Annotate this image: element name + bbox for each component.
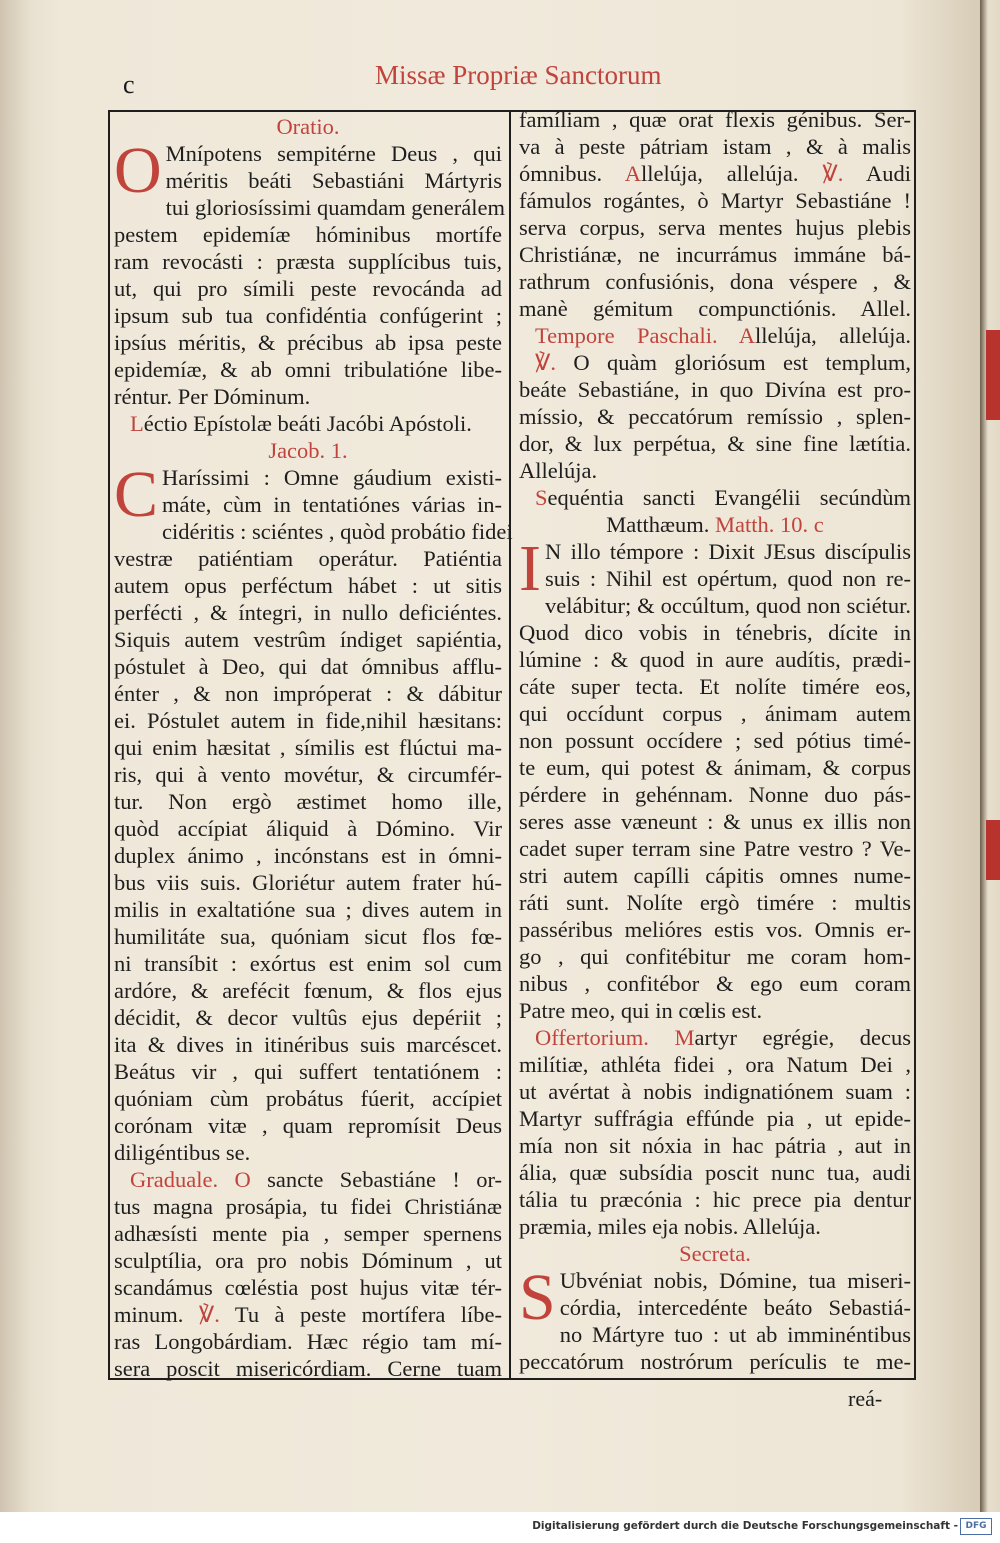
graduale-line: adhæsísti mente pia , semper spernens [114, 1221, 502, 1246]
oratio-line: tui gloriosíssimi quamdam generálem [165, 195, 505, 220]
epistle-line: corónam vitæ , quam repromísit Deus [114, 1113, 502, 1138]
gospel-dropcap: I [519, 532, 541, 605]
epistle-line: tur. Non ergò æstimet homo ille, [114, 789, 502, 814]
offertorium-line: præmia, miles eja nobis. Allelúja. [519, 1214, 821, 1239]
gospel-line: non possunt occídere ; sed pótius timé- [519, 728, 911, 753]
right-line: rathrum confusiónis, dona véspere , & [519, 269, 911, 294]
offertorium-line: ália, quæ subsídia poscit nunc tua, audi [519, 1160, 911, 1185]
sequentia-heading [519, 484, 911, 511]
page-number: c [123, 70, 135, 99]
left-column [114, 110, 513, 1382]
right-line: serva corpus, serva mentes hujus plebis [519, 215, 911, 240]
right-line: míssio, & peccatórum remíssio , splen- [519, 404, 911, 429]
graduale-line: sculptília, ora pro nobis Dóminum , ut [114, 1248, 502, 1273]
sequentia-initial: S [535, 485, 548, 510]
epistle-line: máte, cùm in tentatiónes várias in- [162, 492, 502, 517]
gospel-line: N illo témpore : Dixit JEsus discípulis [544, 539, 911, 564]
graduale-initial: O [234, 1167, 251, 1192]
epistle-line: ardóre, & arefécit fœnum, & flos ejus [114, 978, 502, 1003]
offertorium-line: ut avértat à nobis indignatiónem suam : [519, 1079, 911, 1104]
gospel-line: go , qui confitébitur me coram hom- [519, 944, 911, 969]
right-line: dor, & lux perpétua, & sine fine lætítia. [519, 431, 911, 456]
graduale-versicle-line [114, 1301, 502, 1328]
running-head: Missæ Propriæ Sanctorum [375, 60, 662, 90]
secreta-title: Secreta. [679, 1241, 751, 1266]
gospel-line: nibus , confitébor & ego eum coram [519, 971, 911, 996]
versicle-sign-icon: ℣. [198, 1302, 220, 1327]
right-line: manè gémitum compunctiónis. Allel. [519, 296, 911, 321]
graduale-line: sera poscit misericórdiam. Cerne tuam [114, 1356, 502, 1381]
matthew-reference: Matth. 10. c [715, 512, 824, 537]
catchword: reá- [848, 1386, 883, 1411]
tempore-text: llelúja, allelúja. [754, 323, 911, 348]
epistle-line: Beátus vir , qui suffert tentatiónem : [114, 1059, 502, 1084]
tempore-paschali-line [519, 322, 911, 349]
tempore-initial: A [738, 323, 755, 348]
jacob-reference: Jacob. 1. [268, 438, 348, 463]
right-line: Allelúja. [519, 458, 598, 483]
secreta-dropcap: S [519, 1261, 556, 1334]
right-line: famíliam , quæ orat flexis génibus. Ser- [519, 107, 911, 132]
epistle-line: quóniam cùm probátus fúerit, accípiet [114, 1086, 502, 1111]
epistle-line: ni transíbit : exórtus est enim sol cum [114, 951, 502, 976]
oratio-line: ram revocásti : præsta supplícibus tuis, [114, 249, 502, 274]
secreta-line: no Mártyre tuo : ut ab imminéntibus [559, 1322, 911, 1347]
column-divider [509, 110, 511, 1380]
epistle-line: qui enim hæsitat , símilis est flúctui ma- [114, 735, 502, 760]
gospel-line: te eum, qui potest & ánimam, & corpus [519, 755, 911, 780]
versicle-post: Tu à peste mortífera líbe- [234, 1302, 502, 1327]
epistle-line: póstulet à Deo, qui dat ómnibus afflu- [114, 654, 502, 679]
graduale-heading [114, 1166, 502, 1193]
sequentia-line2 [519, 511, 911, 538]
epistle-line: duplex ánimo , incónstans est in ómni- [114, 843, 502, 868]
oratio-line: ut, qui pro símili peste revocánda ad [114, 276, 502, 301]
oratio-line: Mnípotens sempitérne Deus , qui [165, 141, 502, 166]
epistle-line: diligéntibus se. [114, 1140, 251, 1165]
gospel-line: cáte super tecta. Et nolíte timére eos, [519, 674, 911, 699]
epistle-line: bus viis suis. Gloriétur autem frater hú- [114, 870, 502, 895]
epistle-line: ei. Póstulet autem in fide,nihil hæsitans: [114, 708, 502, 733]
epistle-line: quòd accípiat áliquid à Dómino. Vir [114, 816, 502, 841]
right-line: va à peste pátriam istam , & à malis [519, 134, 911, 159]
right-line: fámulos rogántes, ò Martyr Sebastiáne ! [519, 188, 911, 213]
versicle2-first-line [519, 349, 911, 376]
epistle-line: ita & dives in itinéribus suis marcéscet. [114, 1032, 502, 1057]
offertorium-line: milítiæ, athléta fidei , ora Natum Dei , [519, 1052, 911, 1077]
gospel-line: Patre meo, qui in cœlis est. [519, 998, 763, 1023]
adjacent-page-edge [980, 0, 1000, 1512]
epistle-line: décidit, & decor vultûs ejus depériit ; [114, 1005, 502, 1030]
epistle-line: ris, qui à vento movétur, & circumfér- [114, 762, 502, 787]
gospel-line: stri autem capílli cápitis omnes nume- [519, 863, 911, 888]
oratio-dropcap: O [114, 134, 162, 207]
epistle-dropcap: C [114, 458, 159, 531]
oratio-line: epidemíæ, & ab omni tribulatióne libe- [114, 357, 502, 382]
graduale-first-text: sancte Sebastiáne ! or- [250, 1167, 502, 1192]
secreta-line: peccatórum nostrórum perículis te me- [519, 1349, 911, 1374]
gospel-line: seres asse væneunt : & unus ex illis non [519, 809, 911, 834]
versicle2-first: O quàm gloriósum est templum, [573, 350, 911, 375]
oratio-line: méritis beáti Sebastiáni Mártyris [165, 168, 502, 193]
offertorium-heading [519, 1024, 911, 1051]
graduale-line: ras Longobárdiam. Hæc régio tam mí- [114, 1329, 502, 1354]
lectio-heading [114, 410, 502, 437]
offertorium-first-text: artyr egrégie, decus [694, 1025, 912, 1050]
gospel-line: velábitur; & occúltum, quod non sciétur. [544, 593, 911, 618]
epistle-line: autem opus perféctum hábet : ut sitis [114, 573, 502, 598]
epistle-line: énter , & non impróperat : & dábitur [114, 681, 502, 706]
lectio-text: éctio Epístolæ beáti Jacóbi Apóstoli. [143, 411, 472, 436]
versicle-sign-icon: ℣. [535, 350, 557, 375]
epistle-line: Haríssimi : Omne gáudium existi- [162, 465, 502, 490]
graduale-label: Graduale. [130, 1167, 219, 1192]
gospel-line: cadet super terram sine Patre vestro ? Ve- [519, 836, 911, 861]
graduale-line: tus magna prosápia, tu fidei Christiánæ [114, 1194, 502, 1219]
offertorium-line: mía non sit nóxia in hac pátria , aut in [519, 1133, 911, 1158]
oratio-paragraph [114, 134, 505, 410]
offertorium-line: tália tu præcónia : hic prece pia dentur [519, 1187, 911, 1212]
dfg-logo: DFG [960, 1518, 992, 1535]
adjacent-page-red-mark [986, 820, 1000, 880]
oratio-line: ipsíus méritis, & précibus ab ipsa peste [114, 330, 502, 355]
epistle-line: humilitáte sua, quóniam sicut flos fœ- [114, 924, 502, 949]
oratio-title: Oratio. [276, 114, 340, 139]
tempore-label: Tempore Paschali. [535, 323, 718, 348]
secreta-paragraph [519, 1261, 911, 1375]
gospel-line: passéribus melióres estis vos. Omnis er- [519, 917, 911, 942]
epistle-line: vestræ patiéntiam operátur. Patiéntia [114, 546, 502, 571]
epistle-line: perfécti , & íntegri, in nullo deficiéntes. [114, 600, 502, 625]
oratio-line: ipsum sub tua confidéntia confúgerint ; [114, 303, 502, 328]
secreta-line: Ubvéniat nobis, Dómine, tua miseri- [559, 1268, 911, 1293]
lectio-initial: L [130, 411, 144, 436]
gospel-line: Quod dico vobis in ténebris, dícite in [519, 620, 911, 645]
digitization-footer [0, 1512, 1000, 1543]
oratio-line: réntur. Per Dóminum. [114, 384, 311, 409]
versicle-pre: minum. [114, 1302, 184, 1327]
right-column [519, 106, 911, 1375]
alleluia-initial: A [624, 161, 641, 186]
offertorium-label: Offertorium. [535, 1025, 649, 1050]
alleluia-post: Audi [866, 161, 912, 186]
footer-credit: Digitalisierung gefördert durch die Deutsche Forschungsgemeinschaft - [532, 1520, 958, 1532]
offertorium-line: Martyr suffrágia effúnde pia , ut epide- [519, 1106, 911, 1131]
sequentia-text: equéntia sancti Evangélii secúndùm [547, 485, 911, 510]
gospel-line: lúmine : & quod in aure audítis, prædi- [519, 647, 911, 672]
gospel-line: ráti sunt. Nolíte ergò timére : multis [519, 890, 911, 915]
gospel-line: pérdere in gehénnam. Nonne duo pás- [519, 782, 911, 807]
alleluia-pre: ómnibus. [519, 161, 603, 186]
alleluia-line [519, 160, 911, 187]
alleluia-mid: llelúja, allelúja. [641, 161, 799, 186]
gospel-paragraph [519, 532, 911, 1024]
epistle-paragraph [114, 458, 513, 1166]
gospel-line: suis : Nihil est opértum, quod non re- [544, 566, 911, 591]
epistle-line: milis in exaltatióne sua ; dives autem in [114, 897, 502, 922]
epistle-line: Siquis autem vestrûm índiget sapiéntia, [114, 627, 502, 652]
gospel-line: qui occídunt corpus , ánimam autem [519, 701, 911, 726]
sequentia-matthaeum: Matthæum. [606, 512, 710, 537]
oratio-line: pestem epidemíæ hóminibus mortífe [114, 222, 502, 247]
versicle-sign-icon: ℣. [822, 161, 844, 186]
epistle-line: cidéritis : sciéntes , quòd probátio fidei [162, 519, 513, 544]
right-line: Christiánæ, ne incurrámus immáne bá- [519, 242, 911, 267]
offertorium-initial: M [674, 1025, 695, 1050]
graduale-line: scandámus cœléstia post hujus vitæ tér- [114, 1275, 502, 1300]
secreta-line: córdia, intercedénte beáto Sebastiá- [559, 1295, 911, 1320]
adjacent-page-red-mark [986, 330, 1000, 420]
right-line: beáte Sebastiáne, in quo Divína est pro- [519, 377, 911, 402]
